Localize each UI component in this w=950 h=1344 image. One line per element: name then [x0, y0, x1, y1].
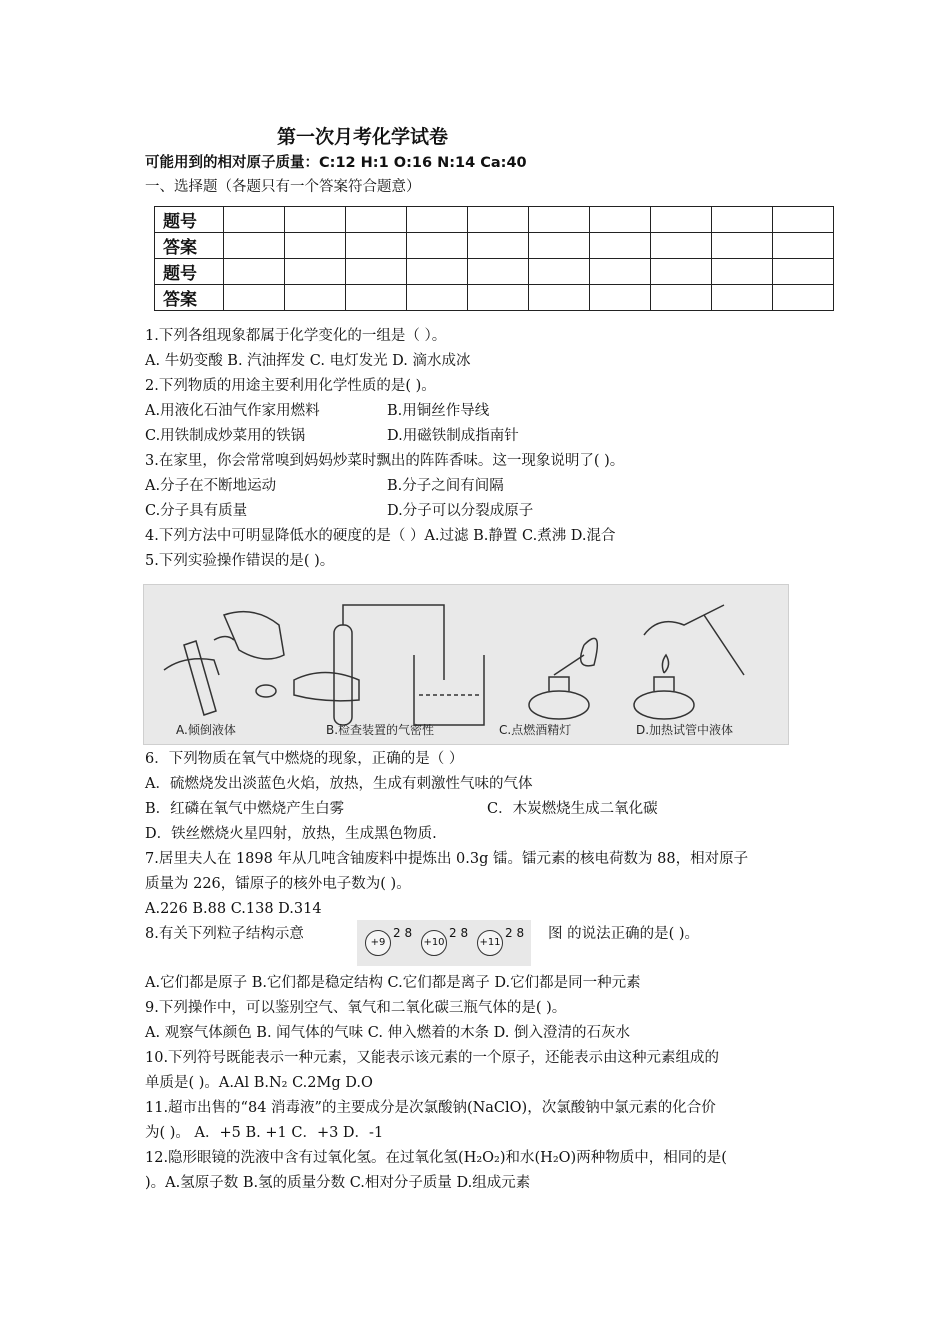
question-8-suffix: 图 的说法正确的是( )。: [548, 926, 700, 942]
answer-cell[interactable]: [407, 285, 468, 311]
answer-table: [154, 206, 834, 311]
answer-cell[interactable]: [773, 259, 834, 285]
answer-cell[interactable]: [590, 207, 651, 233]
table-row: [155, 207, 834, 233]
answer-cell[interactable]: [651, 207, 712, 233]
electron-shells: 2 8: [393, 926, 413, 940]
figure-label-d: D.加热试管中液体: [636, 723, 734, 737]
answer-cell[interactable]: [773, 285, 834, 311]
answer-cell[interactable]: [651, 259, 712, 285]
answer-cell[interactable]: [224, 233, 285, 259]
question-2-option-a: A.用液化石油气作家用燃料: [145, 403, 320, 419]
question-2-option-d: D.用磁铁制成指南针: [387, 428, 519, 444]
question-2-option-c: C.用铁制成炒菜用的铁锅: [145, 428, 306, 444]
answer-cell[interactable]: [712, 207, 773, 233]
answer-cell[interactable]: [285, 233, 346, 259]
answer-cell[interactable]: [773, 207, 834, 233]
question-9: 9.下列操作中，可以鉴别空气、氧气和二氧化碳三瓶气体的是( )。: [145, 1000, 567, 1016]
atom-nucleus: +11: [477, 930, 503, 956]
question-11-line2: 为( )。 A．+5 B. +1 C．+3 D．-1: [145, 1125, 384, 1141]
answer-cell[interactable]: [468, 233, 529, 259]
question-3: 3.在家里，你会常常嗅到妈妈炒菜时飘出的阵阵香味。这一现象说明了( )。: [145, 453, 625, 469]
answer-cell[interactable]: [590, 285, 651, 311]
row-label: 答案: [155, 233, 224, 259]
answer-cell[interactable]: [590, 233, 651, 259]
row-label: 答案: [155, 285, 224, 311]
question-7-options: A.226 B.88 C.138 D.314: [145, 901, 322, 917]
row-label: 题号: [155, 259, 224, 285]
question-1: 1.下列各组现象都属于化学变化的一组是（ ）。: [145, 328, 447, 344]
question-7-line1: 7.居里夫人在 1898 年从几吨含铀废料中提炼出 0.3g 镭。镭元素的核电荷数为 88，相对原子: [145, 851, 749, 867]
answer-cell[interactable]: [529, 285, 590, 311]
answer-cell[interactable]: [468, 285, 529, 311]
answer-cell[interactable]: [712, 259, 773, 285]
answer-cell[interactable]: [468, 207, 529, 233]
table-row: [155, 259, 834, 285]
question-12-line2: )。A.氢原子数 B.氢的质量分数 C.相对分子质量 D.组成元素: [145, 1175, 531, 1191]
question-9-options: A. 观察气体颜色 B. 闻气体的气味 C. 伸入燃着的木条 D. 倒入澄清的石灰水: [145, 1025, 631, 1041]
row-label: 题号: [155, 207, 224, 233]
figure-label-a: A.倾倒液体: [176, 723, 236, 737]
question-6: 6．下列物质在氧气中燃烧的现象，正确的是（ ）: [145, 751, 464, 767]
answer-cell[interactable]: [346, 285, 407, 311]
answer-cell[interactable]: [224, 259, 285, 285]
table-row: [155, 233, 834, 259]
answer-cell[interactable]: [529, 233, 590, 259]
question-6-option-c: C．木炭燃烧生成二氧化碳: [487, 801, 658, 817]
answer-cell[interactable]: [285, 285, 346, 311]
electron-shells: 2 8: [449, 926, 469, 940]
question-3-option-c: C.分子具有质量: [145, 503, 248, 519]
answer-cell[interactable]: [346, 233, 407, 259]
answer-cell[interactable]: [773, 233, 834, 259]
question-12-line1: 12.隐形眼镜的洗液中含有过氧化氢。在过氧化氢(H₂O₂)和水(H₂O)两种物质中，相同的是(: [145, 1150, 727, 1166]
question-2: 2.下列物质的用途主要利用化学性质的是( )。: [145, 378, 436, 394]
question-1-options: A. 牛奶变酸 B. 汽油挥发 C. 电灯发光 D. 滴水成冰: [145, 353, 471, 369]
question-10-line1: 10.下列符号既能表示一种元素，又能表示该元素的一个原子，还能表示由这种元素组成的: [145, 1050, 720, 1066]
answer-cell[interactable]: [346, 207, 407, 233]
page-title: 第一次月考化学试卷: [277, 126, 449, 148]
question-6-option-a: A．硫燃烧发出淡蓝色火焰，放热，生成有刺激性气味的气体: [145, 776, 533, 792]
atom-nucleus: +10: [421, 930, 447, 956]
question-2-option-b: B.用铜丝作导线: [387, 403, 490, 419]
answer-cell[interactable]: [407, 207, 468, 233]
question-6-option-d: D．铁丝燃烧火星四射，放热，生成黑色物质.: [145, 826, 437, 842]
answer-cell[interactable]: [712, 285, 773, 311]
electron-shells: 2 8: [505, 926, 525, 940]
question-3-option-b: B.分子之间有间隔: [387, 478, 504, 494]
atom-nucleus: +9: [365, 930, 391, 956]
answer-cell[interactable]: [712, 233, 773, 259]
section-heading: 一、选择题（各题只有一个答案符合题意）: [145, 179, 421, 195]
answer-cell[interactable]: [468, 259, 529, 285]
answer-cell[interactable]: [590, 259, 651, 285]
answer-cell[interactable]: [285, 207, 346, 233]
answer-cell[interactable]: [285, 259, 346, 285]
question-6-option-b: B．红磷在氧气中燃烧产生白雾: [145, 801, 345, 817]
question-11-line1: 11.超市出售的“84 消毒液”的主要成分是次氯酸钠(NaClO)，次氯酸钠中氯元素的化合价: [145, 1100, 716, 1116]
question-3-option-a: A.分子在不断地运动: [145, 478, 277, 494]
lab-operations-figure: [143, 584, 789, 745]
answer-cell[interactable]: [224, 285, 285, 311]
answer-cell[interactable]: [407, 259, 468, 285]
table-row: [155, 285, 834, 311]
answer-cell[interactable]: [529, 207, 590, 233]
question-8-options: A.它们都是原子 B.它们都是稳定结构 C.它们都是离子 D.它们都是同一种元素: [145, 975, 641, 991]
answer-cell[interactable]: [346, 259, 407, 285]
question-8-prefix: 8.有关下列粒子结构示意: [145, 926, 304, 942]
question-7-line2: 质量为 226，镭原子的核外电子数为( )。: [145, 876, 411, 892]
answer-cell[interactable]: [224, 207, 285, 233]
answer-cell[interactable]: [651, 285, 712, 311]
question-4: 4.下列方法中可明显降低水的硬度的是（ ）A.过滤 B.静置 C.煮沸 D.混合: [145, 528, 616, 544]
question-5: 5.下列实验操作错误的是( )。: [145, 553, 335, 569]
atomic-masses: 可能用到的相对原子质量：C:12 H:1 O:16 N:14 Ca:40: [145, 155, 527, 171]
figure-label-c: C.点燃酒精灯: [499, 723, 572, 737]
figure-label-b: B.检查装置的气密性: [326, 723, 435, 737]
question-10-line2: 单质是( )。A.Al B.N₂ C.2Mg D.O: [145, 1075, 373, 1091]
answer-cell[interactable]: [407, 233, 468, 259]
answer-cell[interactable]: [651, 233, 712, 259]
particle-structure-diagrams: [357, 920, 531, 966]
answer-cell[interactable]: [529, 259, 590, 285]
question-3-option-d: D.分子可以分裂成原子: [387, 503, 534, 519]
